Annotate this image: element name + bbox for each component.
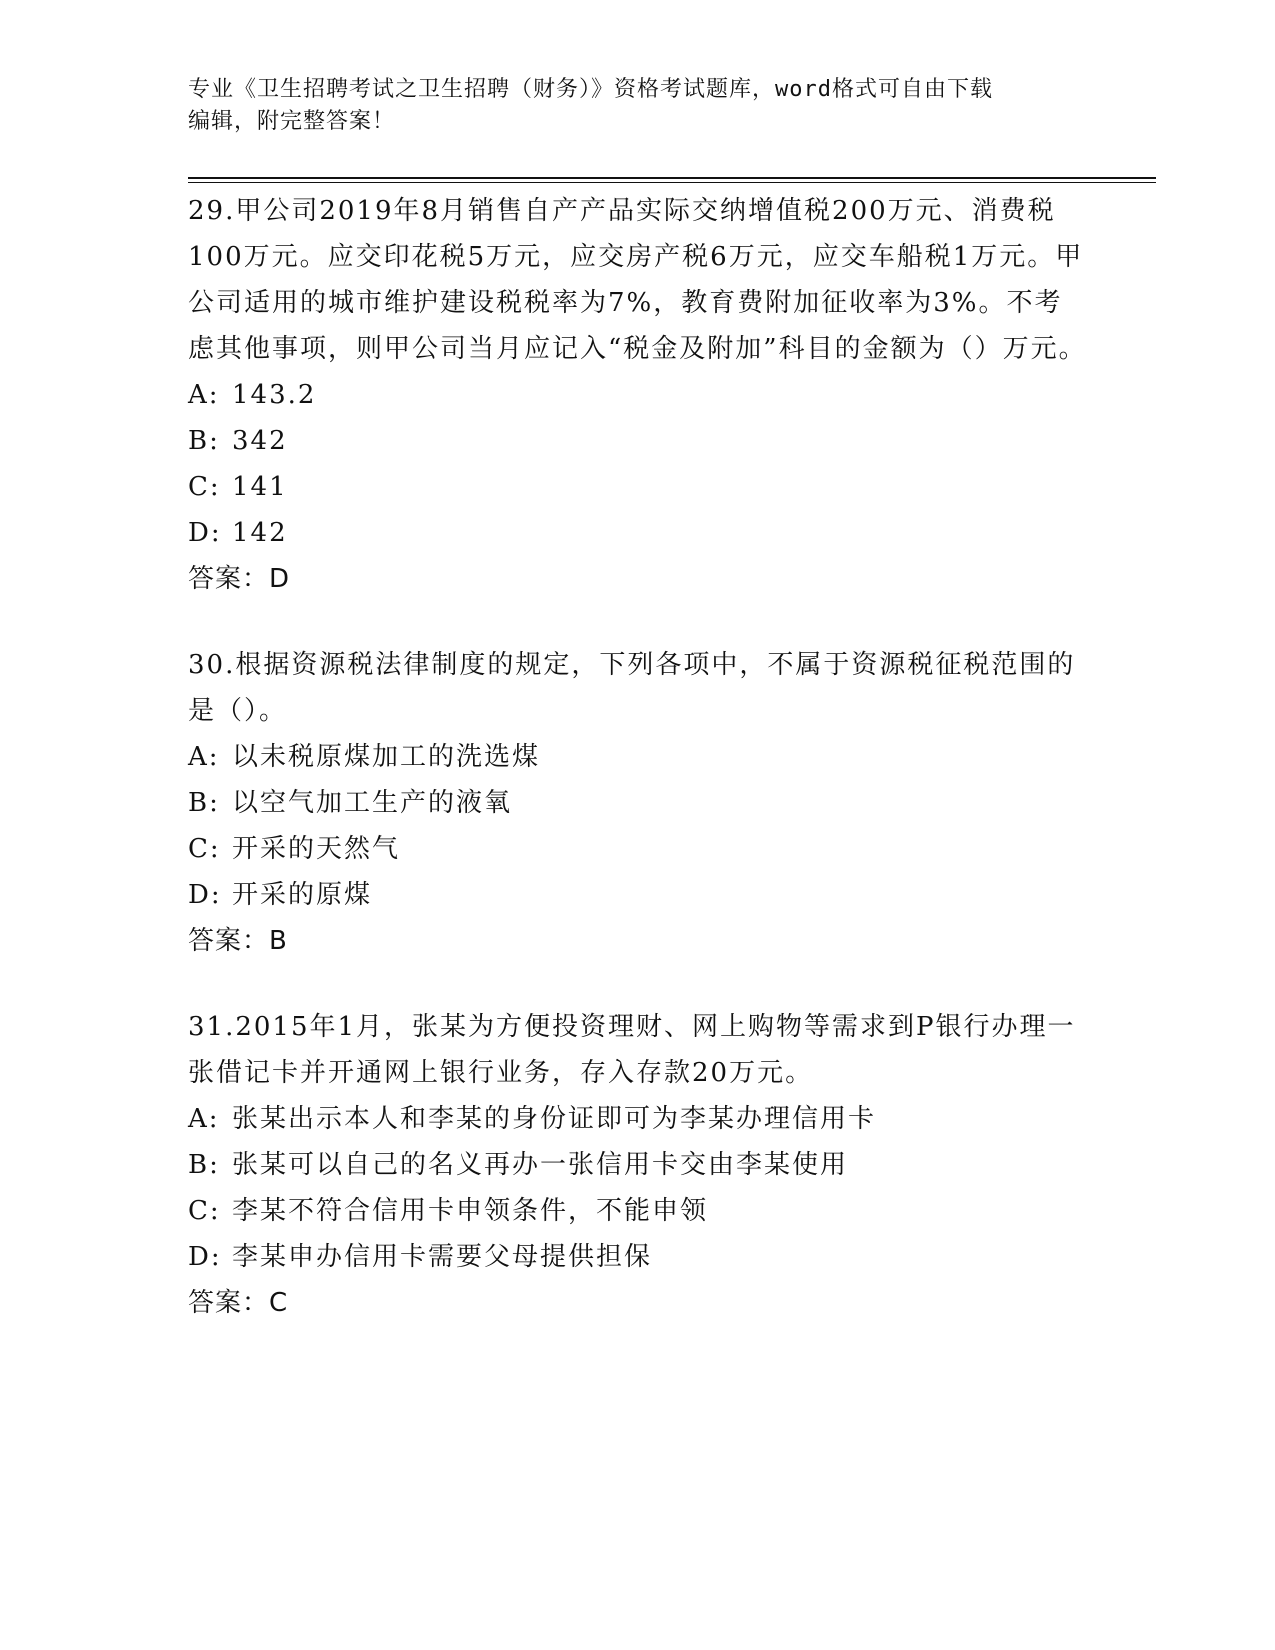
option-label: B:: [188, 788, 220, 818]
option-label: A:: [188, 1104, 220, 1134]
option-text: 342: [232, 426, 288, 456]
option-a: [188, 734, 1088, 780]
option-b: [188, 1142, 1088, 1188]
option-c: [188, 826, 1088, 872]
option-label: D:: [188, 1242, 222, 1272]
option-label: A:: [188, 742, 220, 772]
option-label: B:: [188, 426, 220, 456]
option-d: [188, 1234, 1088, 1280]
option-text: 张某出示本人和李某的身份证即可为李某办理信用卡: [232, 1104, 877, 1134]
option-c: [188, 1188, 1088, 1234]
question-stem: 30.根据资源税法律制度的规定，下列各项中，不属于资源税征税范围的是（）。: [188, 650, 1076, 726]
answer-line: 答案：C: [188, 1288, 289, 1318]
question-29: [188, 188, 1088, 602]
option-label: D:: [188, 880, 222, 910]
question-stem: 31.2015年1月，张某为方便投资理财、网上购物等需求到P银行办理一张借记卡并开通网上银行业务，存入存款20万元。: [188, 1012, 1076, 1088]
option-label: C:: [188, 1196, 221, 1226]
option-text: 李某申办信用卡需要父母提供担保: [232, 1242, 653, 1272]
document-header: [188, 74, 1088, 138]
option-text: 开采的原煤: [232, 880, 373, 910]
option-b: [188, 780, 1088, 826]
question-stem: 29.甲公司2019年8月销售自产产品实际交纳增值税200万元、消费税100万元。应交印花税5万元，应交房产税6万元，应交车船税1万元。甲公司适用的城市维护建设税税率为7%，教育费附加征收率为3%。不考虑其他事项，则甲公司当月应记入“税金及附加”科目的金额为（）万元。: [188, 196, 1087, 364]
answer-line: 答案：B: [188, 926, 288, 956]
option-d: [188, 510, 1088, 556]
option-label: A:: [188, 380, 220, 410]
answer-line: 答案：D: [188, 564, 291, 594]
option-text: 142: [232, 518, 288, 548]
option-label: C:: [188, 834, 221, 864]
option-text: 以未税原煤加工的洗选煤: [232, 742, 541, 772]
option-a: [188, 1096, 1088, 1142]
question-31: [188, 1004, 1088, 1326]
option-label: B:: [188, 1150, 220, 1180]
option-label: D:: [188, 518, 222, 548]
option-text: 李某不符合信用卡申领条件，不能申领: [232, 1196, 709, 1226]
option-text: 141: [232, 472, 288, 502]
option-text: 143.2: [232, 380, 317, 410]
option-text: 以空气加工生产的液氧: [232, 788, 513, 818]
option-a: [188, 372, 1088, 418]
header-line-1: 专业《卫生招聘考试之卫生招聘（财务）》资格考试题库，word格式可自由下载: [188, 77, 993, 102]
option-b: [188, 418, 1088, 464]
option-text: 开采的天然气: [232, 834, 401, 864]
header-divider-thin: [188, 182, 1156, 183]
option-label: C:: [188, 472, 221, 502]
option-c: [188, 464, 1088, 510]
option-text: 张某可以自己的名义再办一张信用卡交由李某使用: [232, 1150, 849, 1180]
question-30: [188, 642, 1088, 964]
header-line-2: 编辑，附完整答案！: [188, 109, 396, 134]
option-d: [188, 872, 1088, 918]
header-divider-thick: [188, 177, 1156, 179]
question-list: [188, 188, 1088, 1366]
